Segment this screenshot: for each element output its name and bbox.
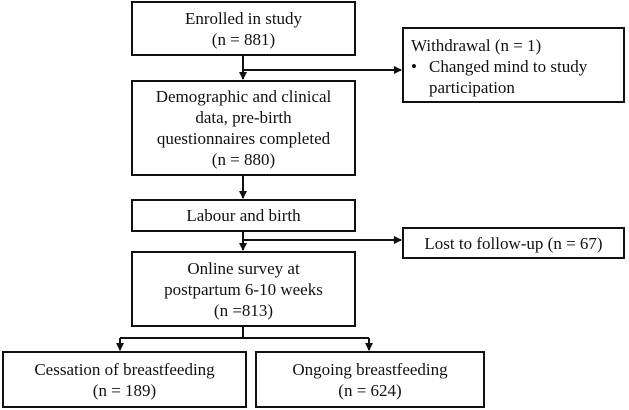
online-count: (n =813) (213, 300, 274, 320)
demographic-count: (n = 880) (211, 150, 276, 169)
demographic-line2: data, pre-birth (195, 108, 292, 127)
ongoing-box (255, 351, 485, 408)
enrolled-count: (n = 881) (211, 29, 276, 49)
withdrawal-reason-line1: Changed mind to study (429, 57, 588, 76)
demographic-box (131, 80, 356, 176)
lost-to-follow-up-box (402, 227, 625, 259)
enrolled-box (131, 1, 356, 56)
cessation-count: (n = 189) (92, 380, 157, 400)
online-line1: Online survey at (187, 258, 300, 278)
lost-label: Lost to follow-up (n = 67) (424, 233, 603, 253)
withdrawal-title: Withdrawal (n = 1) (411, 36, 542, 55)
demographic-line1: Demographic and clinical (155, 87, 332, 106)
enrolled-label: Enrolled in study (184, 8, 303, 28)
withdrawal-reason (411, 56, 587, 98)
labour-label: Labour and birth (186, 206, 301, 225)
withdrawal-reason-line2: participation (429, 78, 515, 97)
online-survey-box (131, 251, 356, 327)
cessation-box (2, 351, 247, 408)
bullet-icon: • (411, 57, 417, 76)
ongoing-label: Ongoing breastfeeding (292, 359, 448, 379)
labour-box (131, 199, 356, 232)
online-line2: postpartum 6-10 weeks (164, 279, 323, 299)
demographic-line3: questionnaires completed (156, 129, 331, 148)
withdrawal-box (402, 27, 625, 103)
cessation-label: Cessation of breastfeeding (34, 359, 215, 379)
ongoing-count: (n = 624) (338, 380, 402, 400)
